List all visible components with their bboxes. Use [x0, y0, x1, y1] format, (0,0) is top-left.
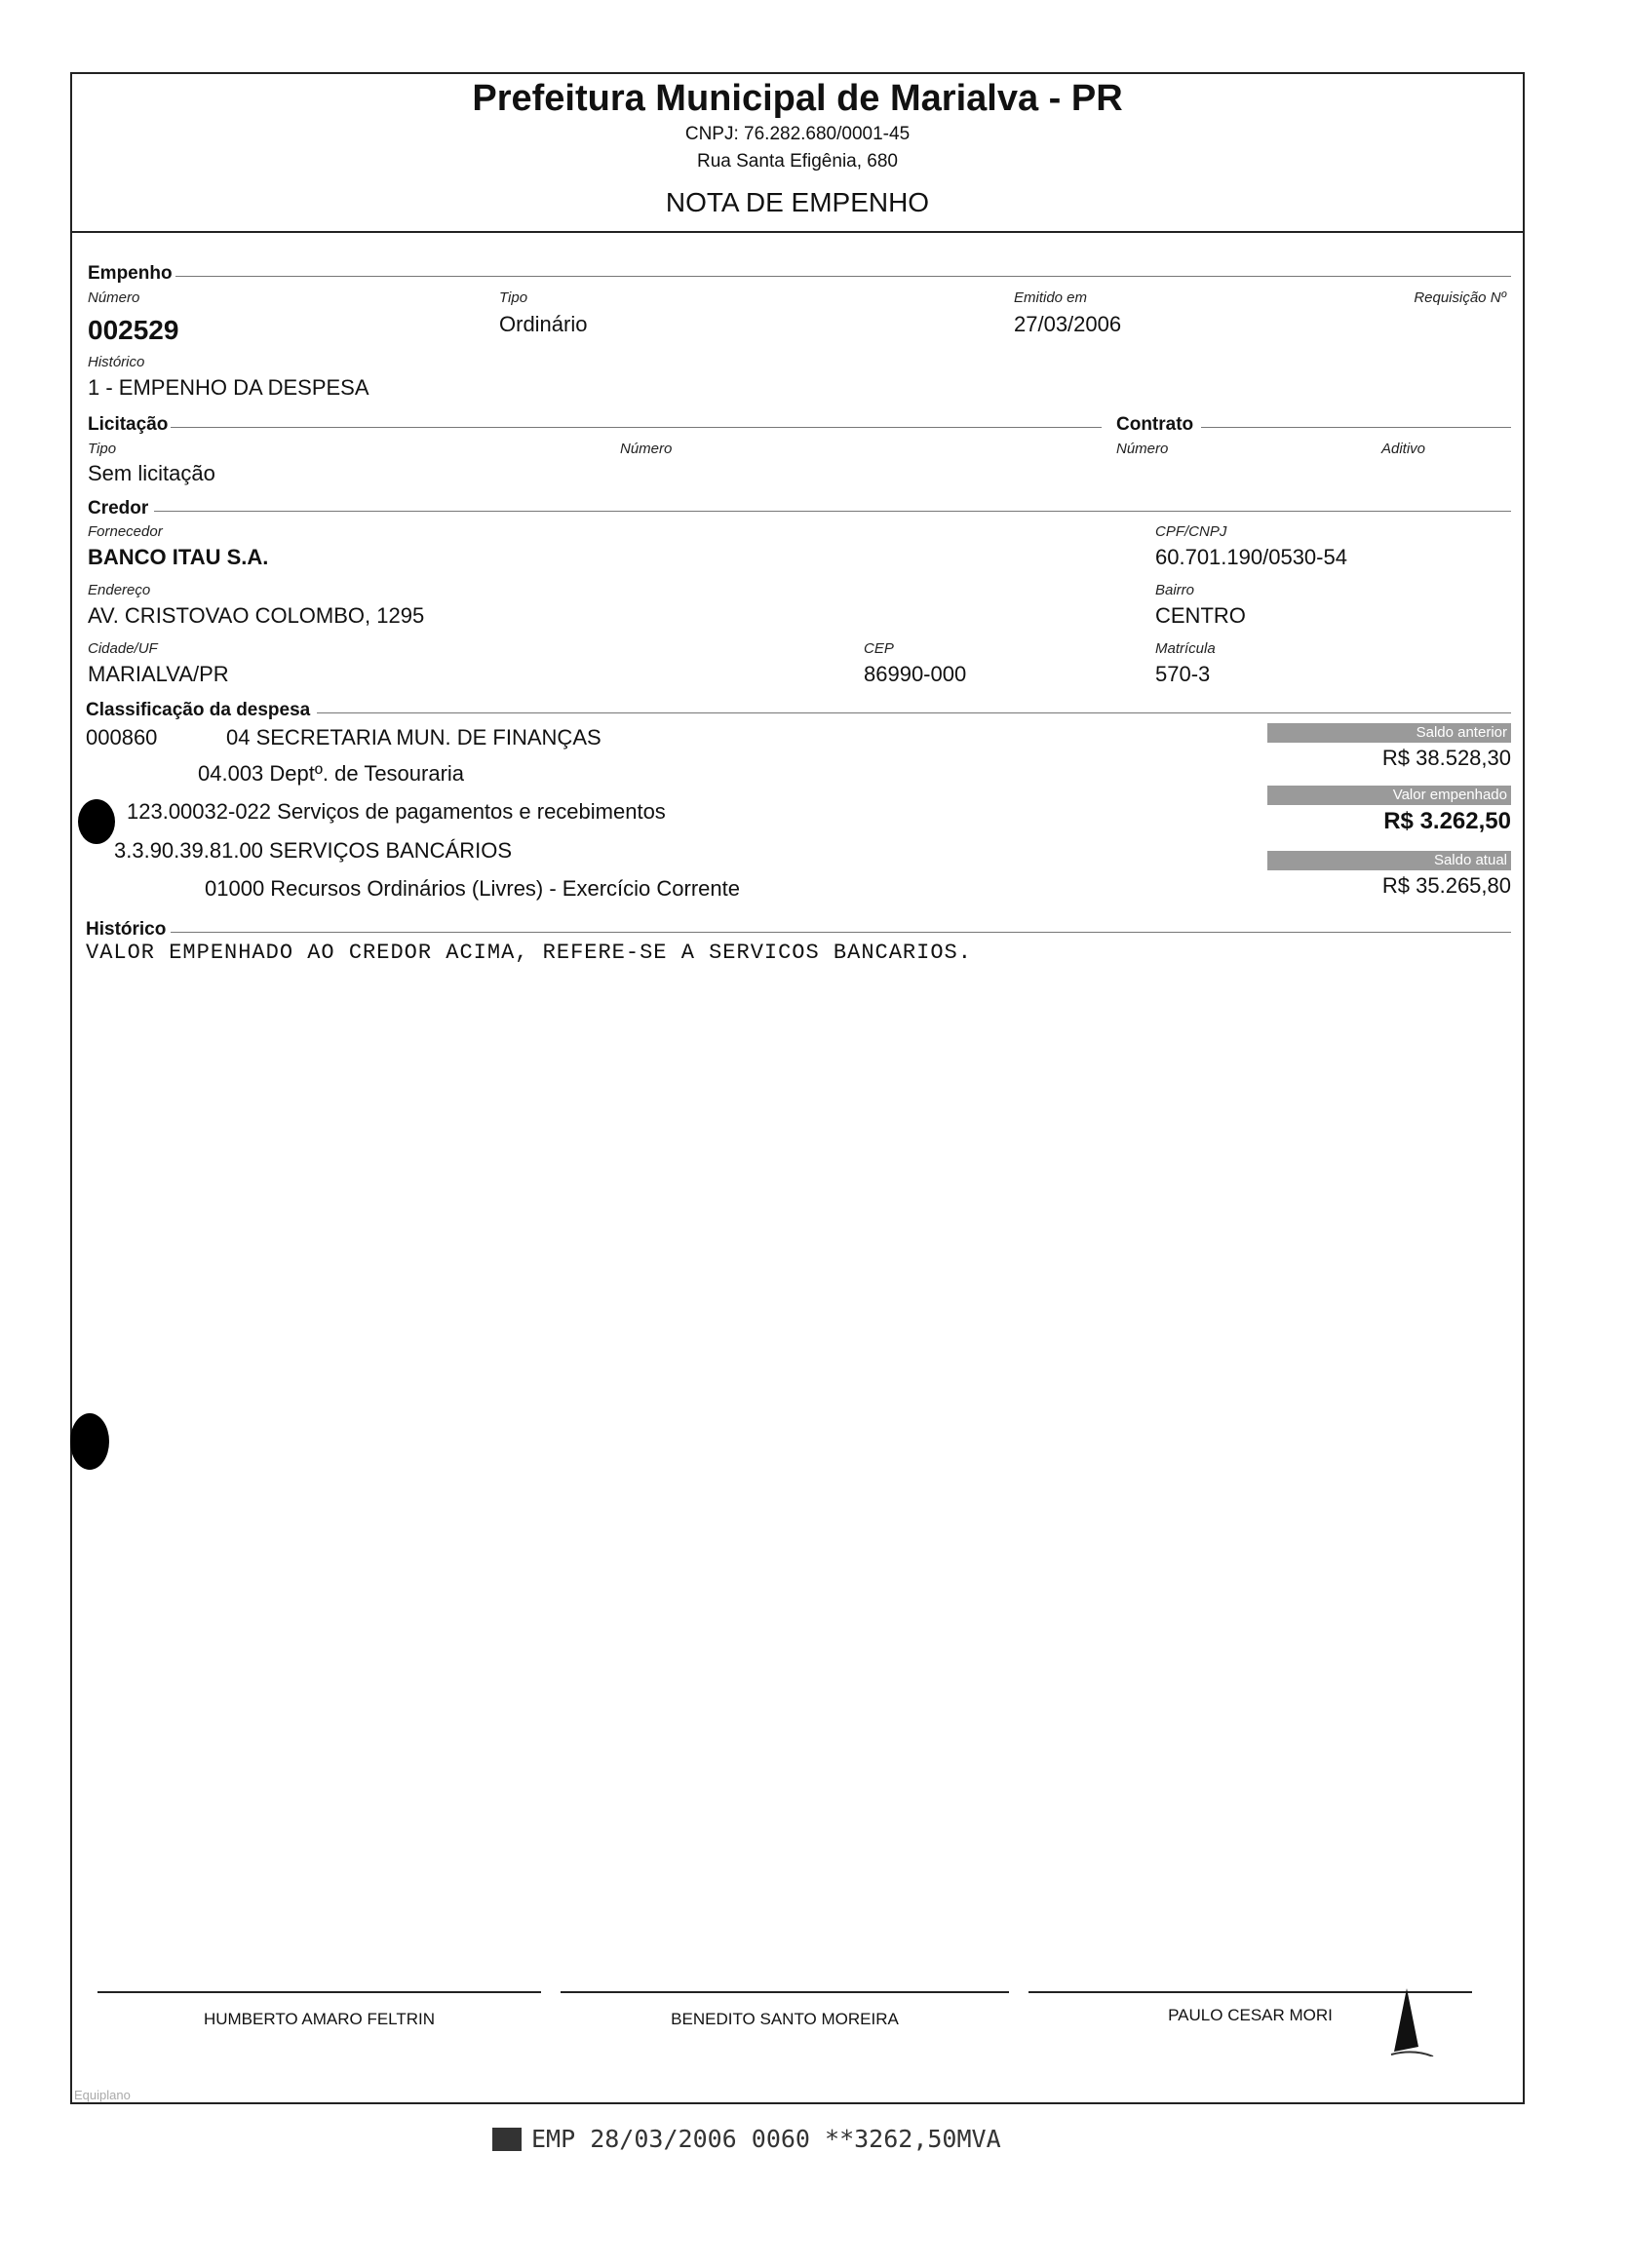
divider	[171, 427, 1102, 428]
classificacao-line: 04.003 Deptº. de Tesouraria	[198, 761, 465, 786]
empenho-historico: 1 - EMPENHO DA DESPESA	[88, 375, 369, 400]
classificacao-line: 01000 Recursos Ordinários (Livres) - Exercício Corrente	[205, 876, 740, 901]
numero-label: Número	[88, 289, 140, 306]
valor-empenhado-value: R$ 3.262,50	[1383, 808, 1511, 834]
empenho-emitido: 27/03/2006	[1014, 312, 1122, 336]
cidade-label: Cidade/UF	[88, 640, 158, 657]
section-licitacao: Licitação	[88, 414, 169, 435]
divider	[1201, 427, 1511, 428]
section-classificacao: Classificação da despesa	[86, 700, 311, 720]
section-historico: Histórico	[86, 919, 167, 940]
historico-text: VALOR EMPENHADO AO CREDOR ACIMA, REFERE-SE A SERVICOS BANCARIOS.	[86, 941, 972, 965]
section-contrato: Contrato	[1116, 414, 1194, 435]
signature-name: PAULO CESAR MORI	[1168, 2006, 1333, 2024]
credor-bairro: CENTRO	[1155, 603, 1246, 628]
requisicao-label: Requisição Nº	[1414, 289, 1506, 306]
footer-stamp: EMP 28/03/2006 0060 **3262,50MVA	[531, 2125, 1001, 2153]
cpf-label: CPF/CNPJ	[1155, 523, 1227, 540]
tipo-label: Tipo	[499, 289, 528, 306]
saldo-anterior-value: R$ 38.528,30	[1381, 746, 1511, 770]
header-cnpj: CNPJ: 76.282.680/0001-45	[684, 124, 911, 144]
punch-hole-mark	[70, 1413, 109, 1470]
saldo-atual-value: R$ 35.265,80	[1381, 873, 1511, 898]
credor-fornecedor: BANCO ITAU S.A.	[88, 545, 269, 569]
credor-cpf: 60.701.190/0530-54	[1155, 545, 1347, 569]
classificacao-line: 3.3.90.39.81.00 SERVIÇOS BANCÁRIOS	[114, 838, 513, 863]
saldo-anterior-label: Saldo anterior	[1267, 723, 1511, 743]
contrato-aditivo-label: Aditivo	[1381, 441, 1426, 457]
licitacao-tipo-label: Tipo	[88, 441, 117, 457]
empenho-numero: 002529	[88, 315, 179, 345]
historico-label: Histórico	[88, 354, 145, 370]
stamp-logo-icon	[492, 2128, 522, 2151]
signature-line	[97, 1991, 541, 1993]
licitacao-tipo: Sem licitação	[88, 461, 215, 485]
handwritten-mark-icon	[1389, 1979, 1438, 2057]
valor-empenhado-label: Valor empenhado	[1267, 786, 1511, 805]
cep-label: CEP	[864, 640, 894, 657]
divider	[175, 276, 1511, 277]
divider	[154, 511, 1511, 512]
section-credor: Credor	[88, 498, 149, 519]
credor-matricula: 570-3	[1155, 662, 1211, 686]
signature-line	[561, 1991, 1009, 1993]
saldo-atual-label: Saldo atual	[1267, 851, 1511, 870]
software-watermark: Equiplano	[74, 2088, 131, 2102]
page-title: Prefeitura Municipal de Marialva - PR	[472, 78, 1123, 119]
classificacao-line: 123.00032-022 Serviços de pagamentos e recebimentos	[127, 799, 666, 824]
empenho-tipo: Ordinário	[499, 312, 588, 336]
section-empenho: Empenho	[88, 263, 173, 284]
signature-name: HUMBERTO AMARO FELTRIN	[203, 2010, 436, 2028]
header-divider	[72, 231, 1523, 233]
classificacao-line: 04 SECRETARIA MUN. DE FINANÇAS	[226, 725, 602, 750]
signature-name: BENEDITO SANTO MOREIRA	[671, 2010, 899, 2028]
classificacao-code: 000860	[86, 725, 158, 750]
fornecedor-label: Fornecedor	[88, 523, 163, 540]
header-address: Rua Santa Efigênia, 680	[697, 151, 898, 172]
bairro-label: Bairro	[1155, 582, 1195, 598]
matricula-label: Matrícula	[1155, 640, 1216, 657]
licitacao-numero-label: Número	[620, 441, 673, 457]
credor-cidade: MARIALVA/PR	[88, 662, 229, 686]
emitido-label: Emitido em	[1014, 289, 1088, 306]
credor-endereco: AV. CRISTOVAO COLOMBO, 1295	[88, 603, 425, 628]
divider	[171, 932, 1511, 933]
divider	[317, 712, 1511, 713]
contrato-numero-label: Número	[1116, 441, 1169, 457]
endereco-label: Endereço	[88, 582, 151, 598]
punch-hole-mark	[78, 799, 115, 844]
credor-cep: 86990-000	[864, 662, 967, 686]
document-title: NOTA DE EMPENHO	[665, 187, 930, 217]
